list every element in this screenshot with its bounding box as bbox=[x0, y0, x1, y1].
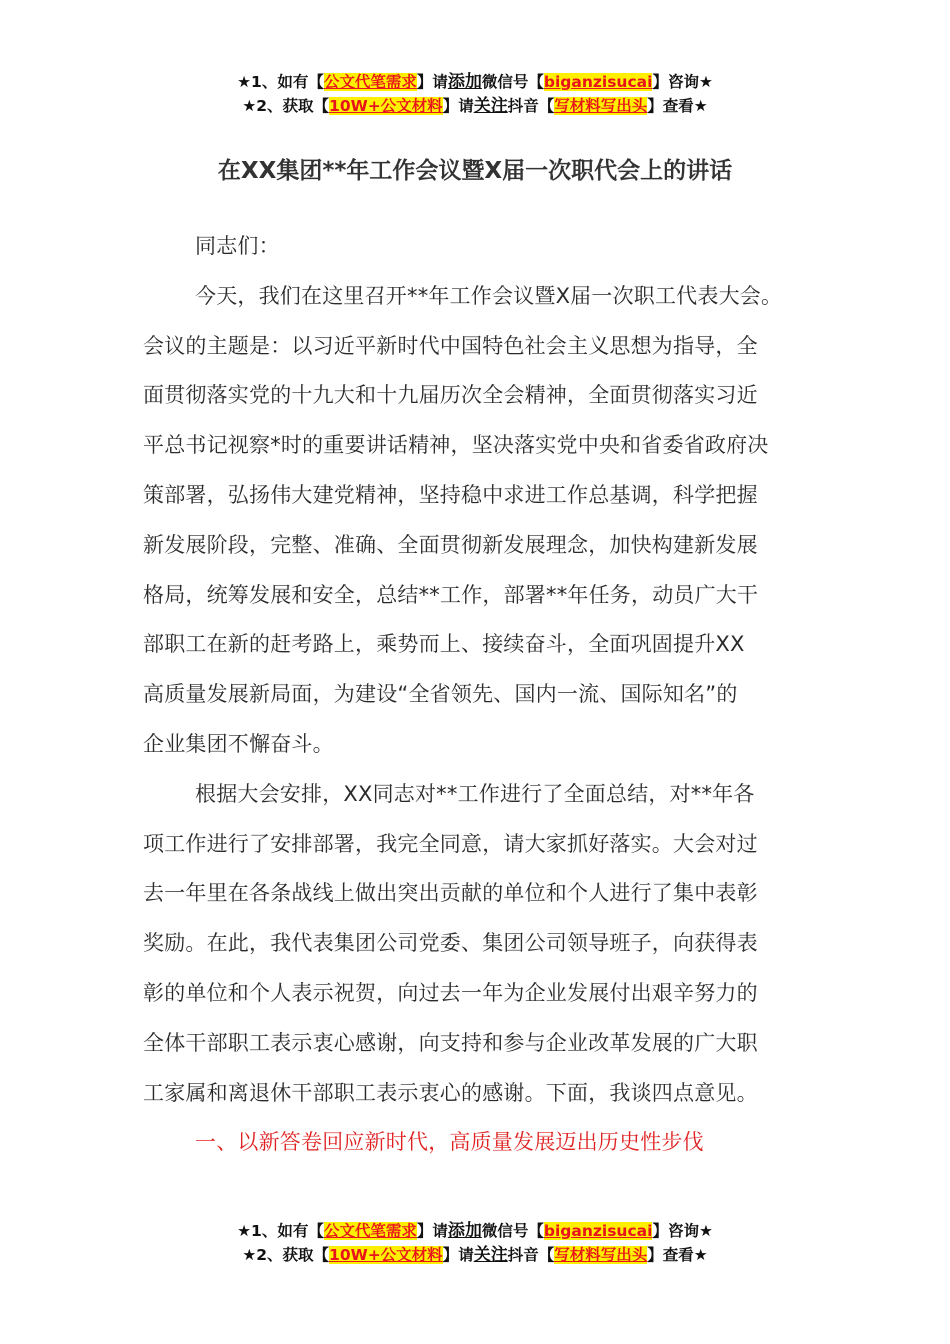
promo-highlight: 10W+公文材料 bbox=[329, 1246, 443, 1264]
promo-text: 抖音【 bbox=[507, 1246, 555, 1264]
promo-text: 抖音【 bbox=[507, 97, 555, 115]
douyin-highlight: 写材料写出头 bbox=[554, 1246, 648, 1264]
body-line: 格局，统筹发展和安全，总结**工作，部署**年任务，动员广大干 bbox=[143, 582, 759, 607]
promo-text: 】请 bbox=[442, 97, 474, 115]
body-line: 部职工在新的赶考路上，乘势而上、接续奋斗，全面巩固提升XX bbox=[143, 632, 745, 657]
body-line: 新发展阶段，完整、准确、全面贯彻新发展理念，加快构建新发展 bbox=[143, 532, 758, 557]
promo-text: 】请 bbox=[416, 1222, 448, 1240]
section-heading: 一、以新答卷回应新时代，高质量发展迈出历史性步伐 bbox=[195, 1130, 704, 1155]
promo-line-1 bbox=[0, 70, 950, 94]
promo-line-2 bbox=[0, 1243, 950, 1267]
body-line: 策部署，弘扬伟大建党精神，坚持稳中求进工作总基调，科学把握 bbox=[143, 483, 758, 507]
document-title: 在XX集团**年工作会议暨X届一次职代会上的讲话 bbox=[217, 158, 733, 184]
promo-line-2 bbox=[0, 94, 950, 118]
body-line: 工家属和离退休干部职工表示衷心的感谢。下面，我谈四点意见。 bbox=[143, 1080, 758, 1105]
promo-text: 】请 bbox=[416, 73, 448, 91]
wechat-id-highlight: biganzisucai bbox=[543, 1222, 653, 1240]
wechat-id-highlight: biganzisucai bbox=[543, 73, 653, 91]
promo-text: 】查看★ bbox=[647, 1246, 708, 1264]
body-line: 全体干部职工表示衷心感谢，向支持和参与企业改革发展的广大职 bbox=[143, 1030, 758, 1055]
promo-underline: 关注 bbox=[473, 1245, 508, 1265]
body-line: 去一年里在各条战线上做出突出贡献的单位和个人进行了集中表彰 bbox=[143, 881, 758, 906]
douyin-highlight: 写材料写出头 bbox=[554, 97, 648, 115]
body-line: 企业集团不懈奋斗。 bbox=[143, 732, 334, 756]
body-line: 平总书记视察*时的重要讲话精神，坚决落实党中央和省委省政府决 bbox=[143, 433, 769, 458]
promo-highlight: 公文代笔需求 bbox=[323, 73, 417, 91]
promo-text: 微信号【 bbox=[481, 73, 544, 91]
promo-text: ★1、如有【 bbox=[237, 73, 324, 91]
body-line: 项工作进行了安排部署，我完全同意，请大家抓好落实。大会对过 bbox=[143, 831, 758, 856]
body-line: 面贯彻落实党的十九大和十九届历次全会精神，全面贯彻落实习近 bbox=[143, 383, 758, 408]
promo-underline: 添加 bbox=[447, 72, 482, 92]
promo-text: 微信号【 bbox=[481, 1222, 544, 1240]
promo-banner-top bbox=[0, 70, 950, 118]
body-line: 会议的主题是：以习近平新时代中国特色社会主义思想为指导，全 bbox=[143, 333, 758, 358]
body-line: 彰的单位和个人表示祝贺，向过去一年为企业发展付出艰辛努力的 bbox=[143, 981, 758, 1005]
promo-underline: 添加 bbox=[447, 1221, 482, 1241]
promo-text: 】查看★ bbox=[647, 97, 708, 115]
promo-highlight: 公文代笔需求 bbox=[323, 1222, 417, 1240]
body-line: 同志们： bbox=[195, 234, 280, 258]
promo-text: ★2、获取【 bbox=[242, 97, 330, 115]
promo-line-1 bbox=[0, 1219, 950, 1243]
body-line: 高质量发展新局面，为建设“全省领先、国内一流、国际知名”的 bbox=[143, 682, 738, 707]
promo-text: 】请 bbox=[442, 1246, 474, 1264]
promo-text: ★1、如有【 bbox=[237, 1222, 324, 1240]
promo-banner-bottom bbox=[0, 1219, 950, 1267]
promo-text: 】咨询★ bbox=[652, 73, 713, 91]
body-line: 奖励。在此，我代表集团公司党委、集团公司领导班子，向获得表 bbox=[143, 931, 758, 956]
body-line: 根据大会安排，XX同志对**工作进行了全面总结，对**年各 bbox=[195, 781, 755, 806]
body-line: 今天，我们在这里召开**年工作会议暨X届一次职工代表大会。 bbox=[195, 283, 783, 308]
promo-text: ★2、获取【 bbox=[242, 1246, 330, 1264]
promo-underline: 关注 bbox=[473, 96, 508, 116]
promo-highlight: 10W+公文材料 bbox=[329, 97, 443, 115]
promo-text: 】咨询★ bbox=[652, 1222, 713, 1240]
